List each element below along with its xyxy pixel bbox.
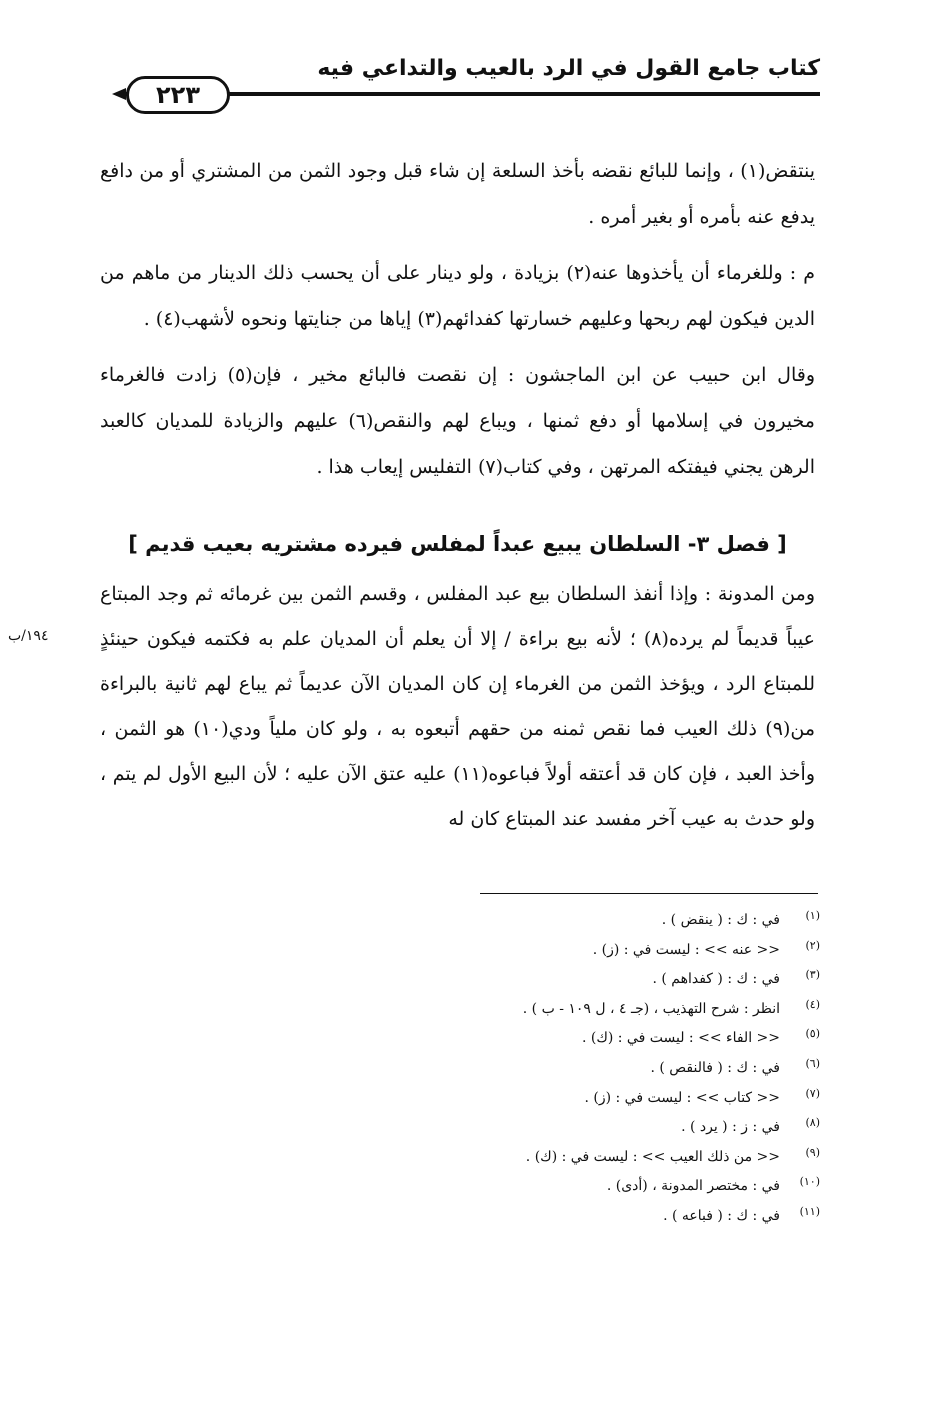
footnote-number: (١١) — [799, 1204, 820, 1218]
page-number-badge — [126, 76, 230, 114]
footnote-text: في : ك : ( كفداهم ) . — [652, 971, 780, 988]
footnote — [300, 1143, 820, 1173]
footnote-text: في : ك : ( فالنقص ) . — [650, 1059, 780, 1076]
footnote-number: (٦) — [805, 1056, 820, 1070]
paragraph: ينتقض(١) ، وإنما للبائع نقضه بأخذ السلعة إن شاء قبل وجود الثمن من المشتري أو من دافع يدفع عنه بأمره أو بغير أمره . — [100, 160, 815, 228]
footnote-number: (٥) — [805, 1027, 820, 1041]
footnote-number: (٧) — [805, 1086, 820, 1100]
footnote-number: (٨) — [805, 1116, 820, 1130]
footnote — [300, 1113, 820, 1143]
paragraph: وقال ابن حبيب عن ابن الماجشون : إن نقصت فالبائع مخير ، فإن(٥) زادت فالغرماء مخيرون في إسلامها أو دفع ثمنها ، ويباع لهم والنقص(٦) عليهم والزيادة للمديان كالعبد الرهن يجني فيفتكه المرتهن ، وفي كتاب(٧) التفليس إيعاب هذا . — [100, 364, 815, 478]
paragraph: ومن المدونة : وإذا أنفذ السلطان بيع عبد المفلس ، وقسم الثمن بين غرمائه ثم وجد المبتاع عيباً قديماً لم يرده(٨) ؛ لأنه بيع براءة / إلا أن يعلم أن المديان علم به فكتمه فيكون حينئذٍ للمبتاع الرد ، ويؤخذ الثمن من الغرماء إن كان المديان الآن عديماً ثم يباع لهم ثانية بالبراءة من(٩) ذلك العيب فما نقص ثمنه من حقهم أتبعوه به ، ولو كان ملياً ودي(١٠) هو الثمن ، وأخذ العبد ، فإن كان قد أعتقه أولاً فباعوه(١١) عليه عتق الآن عليه ؛ لأن البيع الأول لم يتم ، ولو حدث به عيب آخر مفسد عند المبتاع كان له — [100, 583, 815, 830]
section-heading: [ فصل ٣- السلطان يبيع عبداً لمفلس فيرده مشتريه بعيب قديم ] — [128, 532, 787, 556]
footnote-number: (١٠) — [799, 1175, 820, 1189]
footnote-text: << كتاب >> : ليست في : (ز) . — [584, 1089, 780, 1106]
footnote-number: (٣) — [805, 968, 820, 982]
footnote-rule — [480, 893, 818, 894]
footnote-text: << الفاء >> : ليست في : (ك) . — [581, 1030, 780, 1047]
footnote — [300, 965, 820, 995]
manuscript-folio-marker: ١٩٤/ب — [8, 628, 49, 644]
page-number: ٢٢٣ — [156, 81, 200, 109]
footnote-number: (١) — [805, 909, 820, 922]
footnote-text: << عنه >> : ليست في : (ز) . — [592, 941, 780, 958]
running-header-title: كتاب جامع القول في الرد بالعيب والتداعي فيه — [317, 56, 820, 81]
footnote-number: (٤) — [805, 997, 820, 1011]
footnote-number: (٩) — [805, 1145, 820, 1159]
header-arrow-ornament — [112, 88, 126, 100]
footnote-text: في : ك : ( فباعه ) . — [663, 1207, 780, 1224]
footnote — [300, 1084, 820, 1114]
footnote-text: انظر : شرح التهذيب ، (جـ ٤ ، ل ١٠٩ - ب ) . — [522, 1000, 780, 1017]
footnote — [300, 995, 820, 1025]
footnote — [300, 936, 820, 966]
footnote — [300, 906, 820, 936]
footnote — [300, 1202, 820, 1232]
footnote-text: << من ذلك العيب >> : ليست في : (ك) . — [525, 1148, 780, 1165]
footnote — [300, 1024, 820, 1054]
footnotes-list — [300, 906, 820, 1232]
footnote-text: في : مختصر المدونة ، (أدى) . — [606, 1178, 780, 1195]
main-text — [100, 148, 815, 490]
paragraph: م : وللغرماء أن يأخذوها عنه(٢) بزيادة ، ولو دينار على أن يحسب ذلك الدينار من ماهم من الدين فيكون لهم ربحها وعليهم خسارتها كفدائهم(٣) إياها من جنايتها ونحوه لأشهب(٤) . — [100, 262, 815, 330]
footnote — [300, 1054, 820, 1084]
footnote-number: (٢) — [805, 938, 820, 952]
footnote-text: في : ك : ( ينقض ) . — [661, 912, 780, 928]
footnote-text: في : ز : ( يرد ) . — [681, 1119, 780, 1136]
footnote — [300, 1172, 820, 1202]
section-text — [100, 572, 815, 842]
